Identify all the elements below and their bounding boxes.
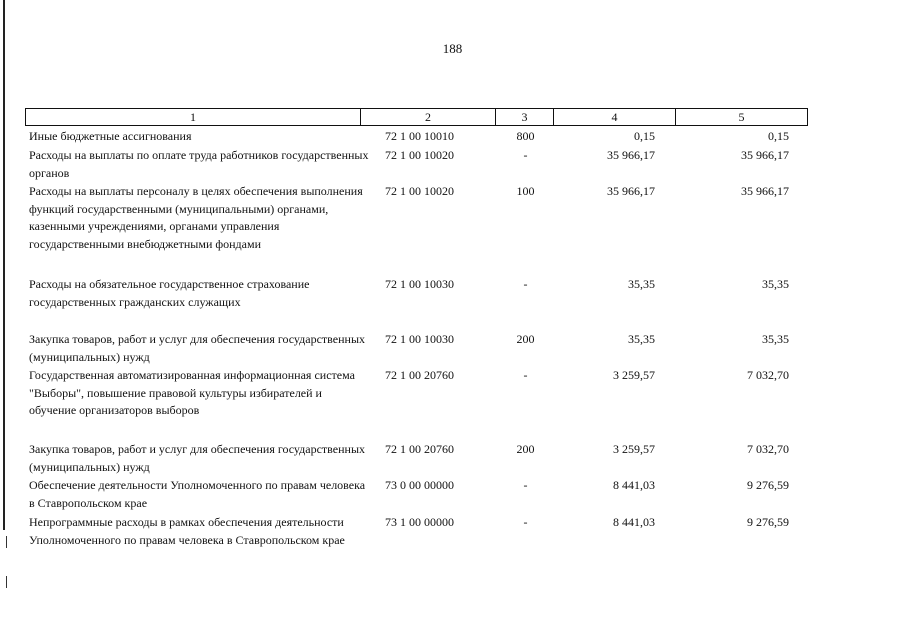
row-name: Расходы на выплаты персоналу в целях обеспечения выполнения функций государственными (муниципальными) органами, казенными учреждениями, органами управления государственными внебюджетными фондами	[29, 184, 363, 251]
row-name: Расходы на выплаты по оплате труда работников государственных органов	[29, 148, 369, 180]
row-value-2: 7 032,70	[747, 368, 789, 382]
row-type: -	[523, 148, 528, 162]
row-name: Расходы на обязательное государственное страхование государственных гражданских служащих	[29, 277, 310, 309]
page-edge-tick	[6, 576, 7, 588]
row-name: Обеспечение деятельности Уполномоченного по правам человека в Ставропольском крае	[29, 478, 366, 510]
row-value-1: 8 441,03	[613, 478, 655, 492]
row-type: -	[523, 515, 528, 529]
row-name: Закупка товаров, работ и услуг для обеспечения государственных (муниципальных) нужд	[29, 442, 366, 474]
header-col-4: 4	[553, 109, 675, 125]
row-code: 72 1 00 20760	[385, 442, 454, 456]
row-type: 100	[516, 184, 535, 198]
row-type: 800	[516, 129, 535, 143]
row-name: Непрограммные расходы в рамках обеспечения деятельности Уполномоченного по правам человека в Ставропольском крае	[29, 515, 345, 547]
row-value-1: 8 441,03	[613, 515, 655, 529]
row-value-1: 35 966,17	[607, 184, 655, 198]
row-value-1: 35 966,17	[607, 148, 655, 162]
header-col-2: 2	[360, 109, 495, 125]
row-value-2: 0,15	[768, 129, 789, 143]
page-edge-tick	[6, 536, 7, 548]
row-code: 72 1 00 10020	[385, 148, 454, 162]
row-value-2: 9 276,59	[747, 515, 789, 529]
row-code: 72 1 00 10030	[385, 277, 454, 291]
row-type: -	[523, 277, 528, 291]
row-value-1: 35,35	[628, 332, 655, 346]
row-value-1: 0,15	[634, 129, 655, 143]
page-edge-line	[3, 0, 5, 530]
row-type: 200	[516, 332, 535, 346]
row-type: 200	[516, 442, 535, 456]
page-number: 188	[442, 41, 463, 56]
row-name: Закупка товаров, работ и услуг для обеспечения государственных (муниципальных) нужд	[29, 332, 366, 364]
row-code: 73 1 00 00000	[385, 515, 454, 529]
row-value-2: 9 276,59	[747, 478, 789, 492]
table-header	[25, 108, 808, 126]
row-value-2: 35,35	[762, 277, 789, 291]
row-name: Иные бюджетные ассигнования	[29, 129, 192, 143]
row-value-1: 3 259,57	[613, 368, 655, 382]
row-code: 73 0 00 00000	[385, 478, 454, 492]
row-value-1: 35,35	[628, 277, 655, 291]
header-col-3: 3	[495, 109, 553, 125]
row-code: 72 1 00 10010	[385, 129, 454, 143]
row-value-1: 3 259,57	[613, 442, 655, 456]
header-col-1: 1	[190, 110, 196, 124]
row-value-2: 7 032,70	[747, 442, 789, 456]
row-value-2: 35,35	[762, 332, 789, 346]
row-code: 72 1 00 20760	[385, 368, 454, 382]
row-value-2: 35 966,17	[741, 148, 789, 162]
header-col-5: 5	[675, 109, 807, 125]
row-type: -	[523, 478, 528, 492]
row-type: -	[523, 368, 528, 382]
row-value-2: 35 966,17	[741, 184, 789, 198]
row-code: 72 1 00 10030	[385, 332, 454, 346]
row-name: Государственная автоматизированная информационная система "Выборы", повышение правовой культуры избирателей и обучение организаторов выборов	[29, 368, 355, 417]
row-code: 72 1 00 10020	[385, 184, 454, 198]
